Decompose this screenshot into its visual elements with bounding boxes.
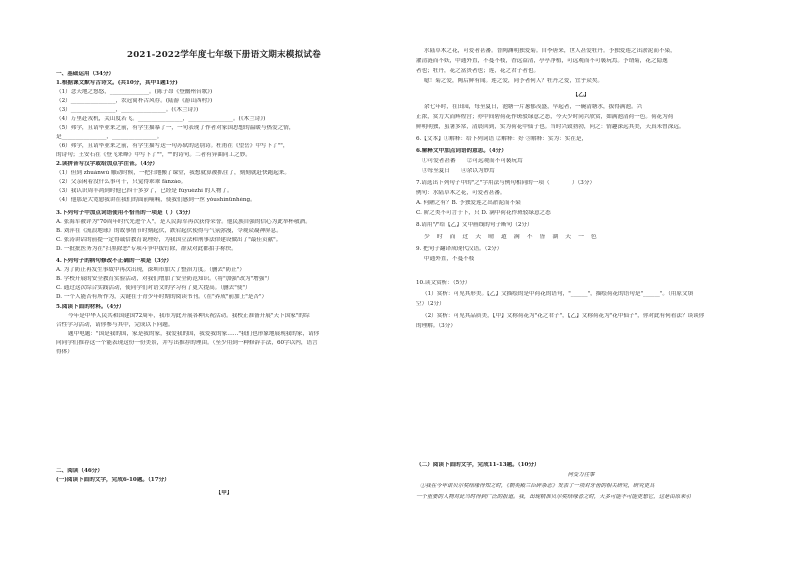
text-line: 空）（2分）	[416, 301, 445, 307]
text-line: 的诗句；王安石在《登飞来峰》中写下了""，""的诗句。二者有异曲同工之妙。	[56, 152, 251, 158]
passage-line: 噫！菊之爱，陶后鲜有闻。莲之爱，同予者何人？牡丹之爱，宜乎众矣。	[424, 78, 604, 84]
question-heading: 7.请选出下列句子中的"之"字用法与例句相同的一项（ ）（3分）	[416, 180, 596, 186]
option-line: C. 阶之类不可言于下，只 D. 满中荷花作斑驳绿意之态	[416, 210, 551, 216]
question-heading: 10.读文赏析：（5分）	[416, 280, 471, 286]
question-heading: 1.根据课文默写古诗文。(共10分，其中1题1分)	[56, 80, 178, 86]
text-line: 今年是中华人民共和国建国72周年，我市为此开展各种庆祝活动。我校正准备开展"天下国家"的综	[68, 313, 310, 319]
text-line: （2）父亲闲着没什么事可干，只觉得乖乖 fánzào。	[56, 179, 187, 185]
option-line: C. 张涛讲话的前提一定得诚信教育说理好，为我国立法和刑事法律建设做出了"最佳贡献"。	[56, 237, 282, 243]
option-line: A. 为了防止再发生事故中再次出现，深圳市加大了整治力度。（删去"防止"）	[56, 267, 245, 273]
article-line: 一个重要的人物对此当时得到广泛的报道。我，出现精准贝尔奖结缘者之时，大多可能不可能更想它，这是由原来引	[416, 494, 691, 500]
question-heading: 9. 把句子翻译成现代汉语。（2分）	[416, 246, 503, 252]
exam-title: 2021-2022学年度七年级下册语文期末模拟试卷	[127, 50, 321, 60]
text-line: （6）弗学，且请毕业来之前，有学生描写送一句苏轼的送别诗。杜甫在《望岳》中写下了""，	[56, 143, 289, 149]
text-line: （3）________________，________________。(《木兰诗》)	[56, 107, 199, 113]
text-line: （4）万里赴戎机，关山度若飞。________________，________________。(《木兰诗》)	[56, 116, 266, 122]
section-heading: 二、阅读（46分）	[56, 468, 103, 474]
question-heading: 4.下列句子的病句修改不正确的一项是（3分）	[56, 258, 173, 264]
text-line: 中通外直，不蔓不枝	[424, 256, 475, 262]
option-line: ①可爱者甚蕃 ②可远观而不可亵玩焉	[422, 158, 523, 164]
text-line: 得体）	[56, 349, 73, 355]
section-heading: （二）阅读下面的文字，完成11-13题。（10分）	[416, 462, 540, 468]
option-line: B. 刘萍在《流浪地球》的故事情节时刻起伏，跌宕起伏使得与气氛弥漫，令观众凝神屏息。	[56, 228, 282, 234]
option-line: D. 一批批医务为在"扫黑除恶"专项斗争中拔钉除，群众对此都拍手称快。	[56, 246, 237, 252]
punctuation-sentence: 少 时 而 过 天 晴 道 满 不 皆 湖 天 一 色	[424, 234, 600, 240]
passage-line: 濯清涟而不妖，中通外直，不蔓不枝，香远益清，亭亭净植，可远观而不可亵玩焉。予谓菊，花之隐逸	[416, 58, 668, 64]
text-line: （1）但到 zhuànwù 触动时候，一把扫地搬了课堂，我想就算被抓住了，刻刻就赶快跑起来。	[56, 170, 290, 176]
article-title: 何受力往事	[567, 472, 595, 478]
passage-label: 【乙】	[572, 92, 590, 98]
article-line: ①我在今年诺贝尔奖结缘得知之时，《朝英殿兰臣碎杂志》发表了一项对牙齿的相关研究，研究更具	[420, 483, 655, 489]
question-heading: 3.下列句子中加点词语使用不恰当的一项是（ ）（3分）	[56, 210, 194, 216]
text-line: 例句：水陆草木之花，可爱者甚蕃。	[416, 190, 506, 196]
text-line: （2）________________，农冠简朴古风存。(陆游《游山西村》)	[56, 98, 213, 104]
text-line: 向同学们推荐这一个能表现这份一份美景，并写出推荐的理由。（至少用到一种修辞手法，60字以内，语言	[56, 340, 318, 346]
question-heading: 8.请用"/"给【乙】文中画线的句子断句（2分）	[416, 222, 533, 228]
text-line: （1）赏析：可见其形美。【乙】文描绘的是中荷花的语句，"______"，描绘荷花的语句是"______"。（用原文填	[422, 291, 694, 297]
passage-line: 水陆草木之花，可爱者甚蕃。晋陶渊明独爱菊。自李唐来，世人甚爱牡丹。予独爱莲之出淤泥而不染，	[424, 48, 676, 54]
text-line: （3）我认识周丰鸿到时他已四十多岁了，已经是 fúyuèzhí 的人物了。	[56, 188, 233, 194]
passage-line: 正浓，赏力大而辉煌宫；亦中间碧荷花作斑驳绿意之态，今天少时同兴欣赏，如满池清荷一色。荷花为荷	[416, 114, 674, 120]
note-line: 6.【文本】①解释：给下列词语 ②解释：好 ③解释：实为：实在是，	[416, 136, 588, 142]
text-line: 的理解。（3分）	[416, 323, 456, 329]
question-heading: 2.读拼音写汉字或给加点字注音。（4分）	[56, 161, 159, 167]
text-line: 是________________，________________。	[56, 134, 163, 140]
text-line: （2）赏析：可见其品质美，【甲】文称荷花为"花之君子"，【乙】文称荷花为"花中仙子"，你对此有何看法？谈谈你	[422, 313, 705, 319]
text-line: 题中电题："国是我的国，家是我的家，我爱我的国，我爱我的家……"我们也形象地展现我的家，请你	[68, 331, 320, 337]
text-line: （1）念天地之悠悠，______________。(陈子昂《登幽州台歌》)	[56, 89, 213, 95]
question-heading: 5.阅读下面的材料。（4分）	[56, 304, 125, 310]
option-line: ③每至夏日 ④余以为妙焉	[422, 168, 495, 174]
question-heading: 6.解释文中加点词语的意思。（4分）	[416, 148, 507, 154]
option-line: A. 何陋之有？B. 予独爱莲之出淤泥而不染	[416, 200, 521, 206]
section-heading: 一、基础运用（34分）	[56, 71, 115, 77]
question-heading: (一)阅读下面的文字，完成6-10题。（17分）	[56, 477, 170, 483]
text-line: 合性学习活动，请你参与其中，完成以下问题。	[56, 322, 174, 328]
passage-line: 余七年时，在田园，每至夏日，池塘一片葱郁茂盛，早起者，一碗清塘水，拔得满池。兴	[424, 104, 643, 110]
passage-label: 【甲】	[215, 490, 233, 496]
option-line: C. 通过这次综合实践活动，使同学们对语文的学习有了更大提高。（删去"使"）	[56, 285, 251, 291]
option-line: D. 一个人能否有所作为，关键在于青少年时期的阅读书刊。（在"养成"前加上"是否"）	[56, 294, 268, 300]
passage-line: 鲜明明独，虽暑多常，清晨回到，实为荷花中仙子也。当时兴致勃勃，问之：情趣深远其美，天真未曾深远。	[416, 124, 685, 130]
option-line: B. 学校开展的安全教育实验活动，对我们增加了安全防范知识。（将"加强"改为"增强"）	[56, 276, 273, 282]
option-line: A. 张海军被评为"70周年时代先进个人"，是人民海军再次获得荣誉。他民族自强的信心为此举杯敬酒。	[56, 219, 311, 225]
text-line: （4）他那是大宽慰我讲在我们的面前喃喃，使我们感到一丝 yǒushìnǚnhèng。	[56, 197, 256, 203]
passage-line: 者也；牡丹，花之富贵者也；莲，花之君子者也。	[416, 68, 540, 74]
text-line: （5）弗学，且请毕业来之前，有学生描摹了一，一句表现了作者对家国思想的温暖与热爱之情，	[56, 125, 295, 131]
